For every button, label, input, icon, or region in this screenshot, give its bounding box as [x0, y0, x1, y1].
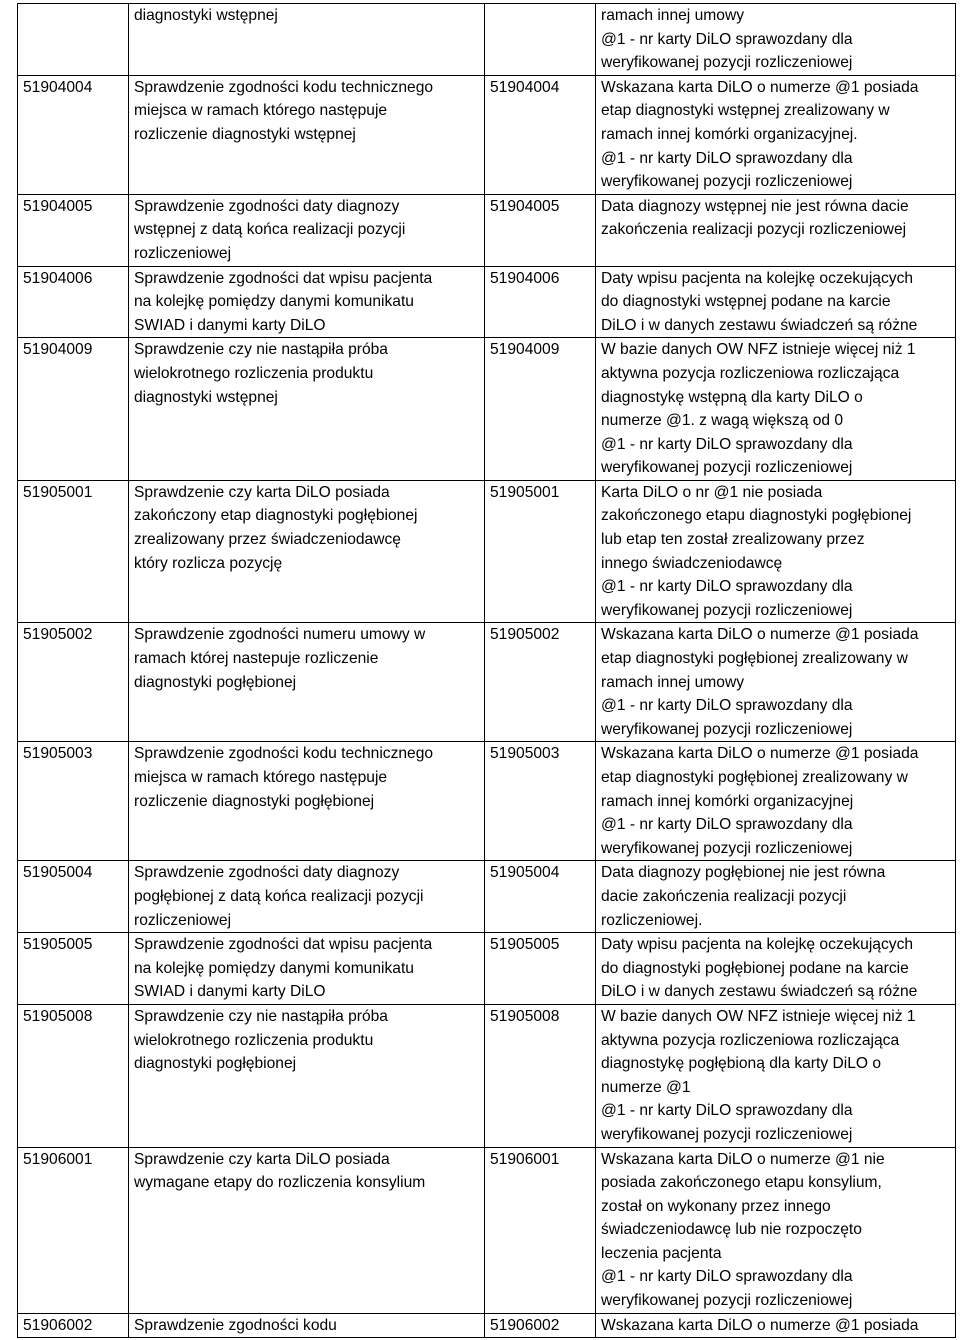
table-row: [18, 1147, 956, 1313]
check-description: Sprawdzenie czy karta DiLO posiada zakończony etap diagnostyki pogłębionej zrealizowany przez świadczeniodawcę który rozlicza pozycję: [129, 480, 485, 623]
error-code-left: [18, 4, 129, 76]
error-code-right: 51904006: [485, 266, 596, 338]
error-code-left: 51905001: [18, 480, 129, 623]
error-code-right: 51905002: [485, 623, 596, 742]
error-code-right: 51905008: [485, 1004, 596, 1147]
error-message: W bazie danych OW NFZ istnieje więcej niż 1 aktywna pozycja rozliczeniowa rozliczająca diagnostykę wstępną dla karty DiLO o numerze @1. z wagą większą od 0 @1 - nr karty DiLO sprawozdany dla weryfikowanej pozycji rozliczeniowej: [596, 338, 956, 481]
error-message: Daty wpisu pacjenta na kolejkę oczekujących do diagnostyki pogłębionej podane na karcie DiLO i w danych zestawu świadczeń są różne: [596, 933, 956, 1005]
check-description: Sprawdzenie zgodności daty diagnozy pogłębionej z datą końca realizacji pozycji rozliczeniowej: [129, 861, 485, 933]
error-code-right: 51905004: [485, 861, 596, 933]
table-row: [18, 742, 956, 861]
error-code-right: 51905001: [485, 480, 596, 623]
error-code-right: 51905005: [485, 933, 596, 1005]
table-row: [18, 266, 956, 338]
error-code-right: 51905003: [485, 742, 596, 861]
error-message: Wskazana karta DiLO o numerze @1 nie posiada zakończonego etapu konsylium, został on wykonany przez innego świadczeniodawcę lub nie rozpoczęto leczenia pacjenta @1 - nr karty DiLO sprawozdany dla weryfikowanej pozycji rozliczeniowej: [596, 1147, 956, 1313]
error-code-left: 51905003: [18, 742, 129, 861]
table-row: [18, 4, 956, 76]
error-code-right: 51906001: [485, 1147, 596, 1313]
check-description: Sprawdzenie zgodności dat wpisu pacjenta na kolejkę pomiędzy danymi komunikatu SWIAD i danymi karty DiLO: [129, 266, 485, 338]
check-description: Sprawdzenie zgodności kodu technicznego miejsca w ramach którego następuje rozliczenie diagnostyki wstępnej: [129, 75, 485, 194]
error-code-left: 51904009: [18, 338, 129, 481]
table-row: [18, 1313, 956, 1338]
error-message: ramach innej umowy @1 - nr karty DiLO sprawozdany dla weryfikowanej pozycji rozliczeniowej: [596, 4, 956, 76]
error-code-left: 51905002: [18, 623, 129, 742]
check-description: Sprawdzenie czy nie nastąpiła próba wielokrotnego rozliczenia produktu diagnostyki wstępnej: [129, 338, 485, 481]
table-row: [18, 480, 956, 623]
error-code-right: 51904004: [485, 75, 596, 194]
error-code-right: 51904005: [485, 194, 596, 266]
table-row: [18, 194, 956, 266]
error-code-left: 51905005: [18, 933, 129, 1005]
table-body: [18, 4, 956, 1338]
validation-table: [17, 3, 956, 1338]
table-row: [18, 338, 956, 481]
check-description: Sprawdzenie zgodności dat wpisu pacjenta na kolejkę pomiędzy danymi komunikatu SWIAD i danymi karty DiLO: [129, 933, 485, 1005]
error-code-left: 51905004: [18, 861, 129, 933]
error-message: Wskazana karta DiLO o numerze @1 posiada etap diagnostyki pogłębionej zrealizowany w ramach innej komórki organizacyjnej @1 - nr karty DiLO sprawozdany dla weryfikowanej pozycji rozliczeniowej: [596, 742, 956, 861]
error-message: Data diagnozy wstępnej nie jest równa dacie zakończenia realizacji pozycji rozliczeniowej: [596, 194, 956, 266]
error-code-left: 51904006: [18, 266, 129, 338]
check-description: Sprawdzenie czy nie nastąpiła próba wielokrotnego rozliczenia produktu diagnostyki pogłębionej: [129, 1004, 485, 1147]
error-code-right: 51906002: [485, 1313, 596, 1338]
check-description: Sprawdzenie zgodności numeru umowy w ramach której nastepuje rozliczenie diagnostyki pogłębionej: [129, 623, 485, 742]
error-code-left: 51904005: [18, 194, 129, 266]
error-message: Wskazana karta DiLO o numerze @1 posiada etap diagnostyki wstępnej zrealizowany w ramach innej komórki organizacyjnej. @1 - nr karty DiLO sprawozdany dla weryfikowanej pozycji rozliczeniowej: [596, 75, 956, 194]
table-row: [18, 861, 956, 933]
error-message: Karta DiLO o nr @1 nie posiada zakończonego etapu diagnostyki pogłębionej lub etap ten został zrealizowany przez innego świadczeniodawcę @1 - nr karty DiLO sprawozdany dla weryfikowanej pozycji rozliczeniowej: [596, 480, 956, 623]
error-message: W bazie danych OW NFZ istnieje więcej niż 1 aktywna pozycja rozliczeniowa rozliczająca diagnostykę pogłębioną dla karty DiLO o numerze @1 @1 - nr karty DiLO sprawozdany dla weryfikowanej pozycji rozliczeniowej: [596, 1004, 956, 1147]
error-code-left: 51906002: [18, 1313, 129, 1338]
check-description: diagnostyki wstępnej: [129, 4, 485, 76]
table-row: [18, 75, 956, 194]
error-message: Wskazana karta DiLO o numerze @1 posiada etap diagnostyki pogłębionej zrealizowany w ramach innej umowy @1 - nr karty DiLO sprawozdany dla weryfikowanej pozycji rozliczeniowej: [596, 623, 956, 742]
error-code-left: 51904004: [18, 75, 129, 194]
error-code-right: [485, 4, 596, 76]
check-description: Sprawdzenie zgodności kodu: [129, 1313, 485, 1338]
error-message: Wskazana karta DiLO o numerze @1 posiada: [596, 1313, 956, 1338]
error-code-left: 51906001: [18, 1147, 129, 1313]
error-code-left: 51905008: [18, 1004, 129, 1147]
error-code-right: 51904009: [485, 338, 596, 481]
table-row: [18, 933, 956, 1005]
check-description: Sprawdzenie czy karta DiLO posiada wymagane etapy do rozliczenia konsylium: [129, 1147, 485, 1313]
table-row: [18, 623, 956, 742]
error-message: Data diagnozy pogłębionej nie jest równa dacie zakończenia realizacji pozycji rozliczeniowej.: [596, 861, 956, 933]
error-message: Daty wpisu pacjenta na kolejkę oczekujących do diagnostyki wstępnej podane na karcie DiLO i w danych zestawu świadczeń są różne: [596, 266, 956, 338]
check-description: Sprawdzenie zgodności kodu technicznego miejsca w ramach którego następuje rozliczenie diagnostyki pogłębionej: [129, 742, 485, 861]
check-description: Sprawdzenie zgodności daty diagnozy wstępnej z datą końca realizacji pozycji rozliczeniowej: [129, 194, 485, 266]
table-row: [18, 1004, 956, 1147]
